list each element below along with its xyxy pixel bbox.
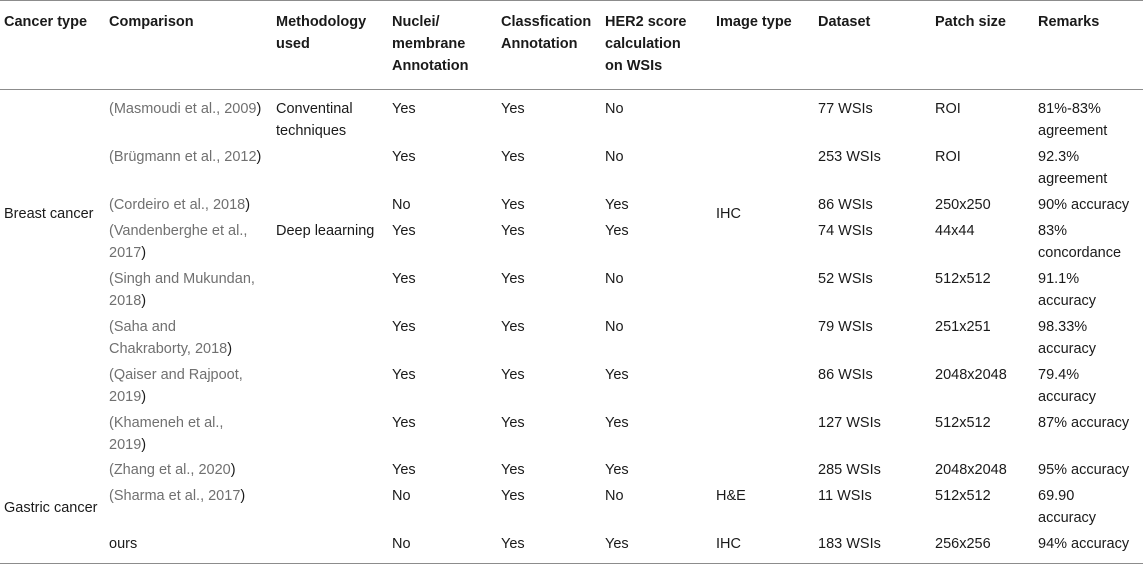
nuclei-annotation-cell: No [392,536,411,552]
header-cancer-type: Cancer type [4,14,88,30]
comparison-cell: (Khameneh et al., 2019) [109,415,224,453]
nuclei-annotation-cell: Yes [392,319,416,335]
header-rule [0,89,1143,90]
cancer-type-breast: Breast cancer [4,206,94,222]
patch-size-cell: ROI [935,149,961,165]
nuclei-annotation-cell: Yes [392,223,416,239]
her2-score-cell: No [605,488,624,504]
image-type-ihc-ours: IHC [716,536,741,552]
header-nuclei-annotation: Nuclei/ membrane Annotation [392,14,469,74]
header-classification-annotation: Classfication Annotation [501,14,592,52]
comparison-cell: (Cordeiro et al., 2018) [109,197,251,213]
dataset-cell: 183 WSIs [818,536,881,552]
classification-annotation-cell: Yes [501,462,525,478]
her2-score-cell: No [605,271,624,287]
dataset-cell: 253 WSIs [818,149,881,165]
remarks-cell: 87% accuracy [1038,415,1130,431]
her2-score-cell: Yes [605,367,629,383]
classification-annotation-cell: Yes [501,488,525,504]
image-type-he: H&E [716,488,746,504]
her2-score-cell: Yes [605,462,629,478]
classification-annotation-cell: Yes [501,101,525,117]
nuclei-annotation-cell: Yes [392,271,416,287]
patch-size-cell: 512x512 [935,271,991,287]
dataset-cell: 285 WSIs [818,462,881,478]
her2-score-cell: Yes [605,415,629,431]
classification-annotation-cell: Yes [501,367,525,383]
header-dataset: Dataset [818,14,871,30]
methodology-deep-learning: Deep leaarning [276,223,375,239]
comparison-cell: (Saha and Chakraborty, 2018) [109,319,233,357]
nuclei-annotation-cell: Yes [392,462,416,478]
remarks-cell: 98.33% accuracy [1038,319,1097,357]
her2-score-cell: No [605,101,624,117]
patch-size-cell: 251x251 [935,319,991,335]
bottom-rule [0,563,1143,564]
comparison-cell: ours [109,536,138,552]
nuclei-annotation-cell: Yes [392,367,416,383]
remarks-cell: 90% accuracy [1038,197,1130,213]
patch-size-cell: 44x44 [935,223,975,239]
dataset-cell: 86 WSIs [818,197,873,213]
comparison-cell: (Sharma et al., 2017) [109,488,246,504]
patch-size-cell: 512x512 [935,488,991,504]
comparison-cell: (Masmoudi et al., 2009) [109,101,262,117]
patch-size-cell: 250x250 [935,197,991,213]
her2-score-cell: Yes [605,197,629,213]
comparison-cell: (Singh and Mukundan, 2018) [109,271,255,309]
cancer-type-gastric: Gastric cancer [4,500,98,516]
image-type-ihc: IHC [716,206,741,222]
remarks-cell: 94% accuracy [1038,536,1130,552]
patch-size-cell: 256x256 [935,536,991,552]
classification-annotation-cell: Yes [501,223,525,239]
patch-size-cell: 2048x2048 [935,462,1007,478]
dataset-cell: 79 WSIs [818,319,873,335]
header-patch-size: Patch size [935,14,1006,30]
her2-score-cell: Yes [605,223,629,239]
nuclei-annotation-cell: No [392,197,411,213]
header-image-type: Image type [716,14,792,30]
her2-score-cell: No [605,149,624,165]
remarks-cell: 95% accuracy [1038,462,1130,478]
remarks-cell: 92.3% agreement [1038,149,1108,187]
methodology-conventional: Conventinal techniques [276,101,353,139]
nuclei-annotation-cell: Yes [392,415,416,431]
dataset-cell: 52 WSIs [818,271,873,287]
comparison-cell: (Zhang et al., 2020) [109,462,236,478]
dataset-cell: 11 WSIs [818,488,872,504]
dataset-cell: 127 WSIs [818,415,881,431]
classification-annotation-cell: Yes [501,149,525,165]
header-methodology: Methodology used [276,14,367,52]
remarks-cell: 79.4% accuracy [1038,367,1097,405]
header-her2-score: HER2 score calculation on WSIs [605,14,687,74]
top-rule [0,0,1143,1]
classification-annotation-cell: Yes [501,415,525,431]
classification-annotation-cell: Yes [501,271,525,287]
her2-score-cell: No [605,319,624,335]
remarks-cell: 83% concordance [1038,223,1122,261]
her2-score-cell: Yes [605,536,629,552]
patch-size-cell: 512x512 [935,415,991,431]
dataset-cell: 77 WSIs [818,101,873,117]
patch-size-cell: 2048x2048 [935,367,1007,383]
nuclei-annotation-cell: Yes [392,149,416,165]
nuclei-annotation-cell: No [392,488,411,504]
comparison-cell: (Vandenberghe et al., 2017) [109,223,248,261]
classification-annotation-cell: Yes [501,319,525,335]
patch-size-cell: ROI [935,101,961,117]
comparison-cell: (Qaiser and Rajpoot, 2019) [109,367,243,405]
header-comparison: Comparison [109,14,194,30]
remarks-cell: 81%-83% agreement [1038,101,1108,139]
dataset-cell: 74 WSIs [818,223,873,239]
comparison-cell: (Brügmann et al., 2012) [109,149,262,165]
remarks-cell: 91.1% accuracy [1038,271,1097,309]
dataset-cell: 86 WSIs [818,367,873,383]
header-remarks: Remarks [1038,14,1100,30]
remarks-cell: 69.90 accuracy [1038,488,1097,526]
classification-annotation-cell: Yes [501,197,525,213]
classification-annotation-cell: Yes [501,536,525,552]
nuclei-annotation-cell: Yes [392,101,416,117]
